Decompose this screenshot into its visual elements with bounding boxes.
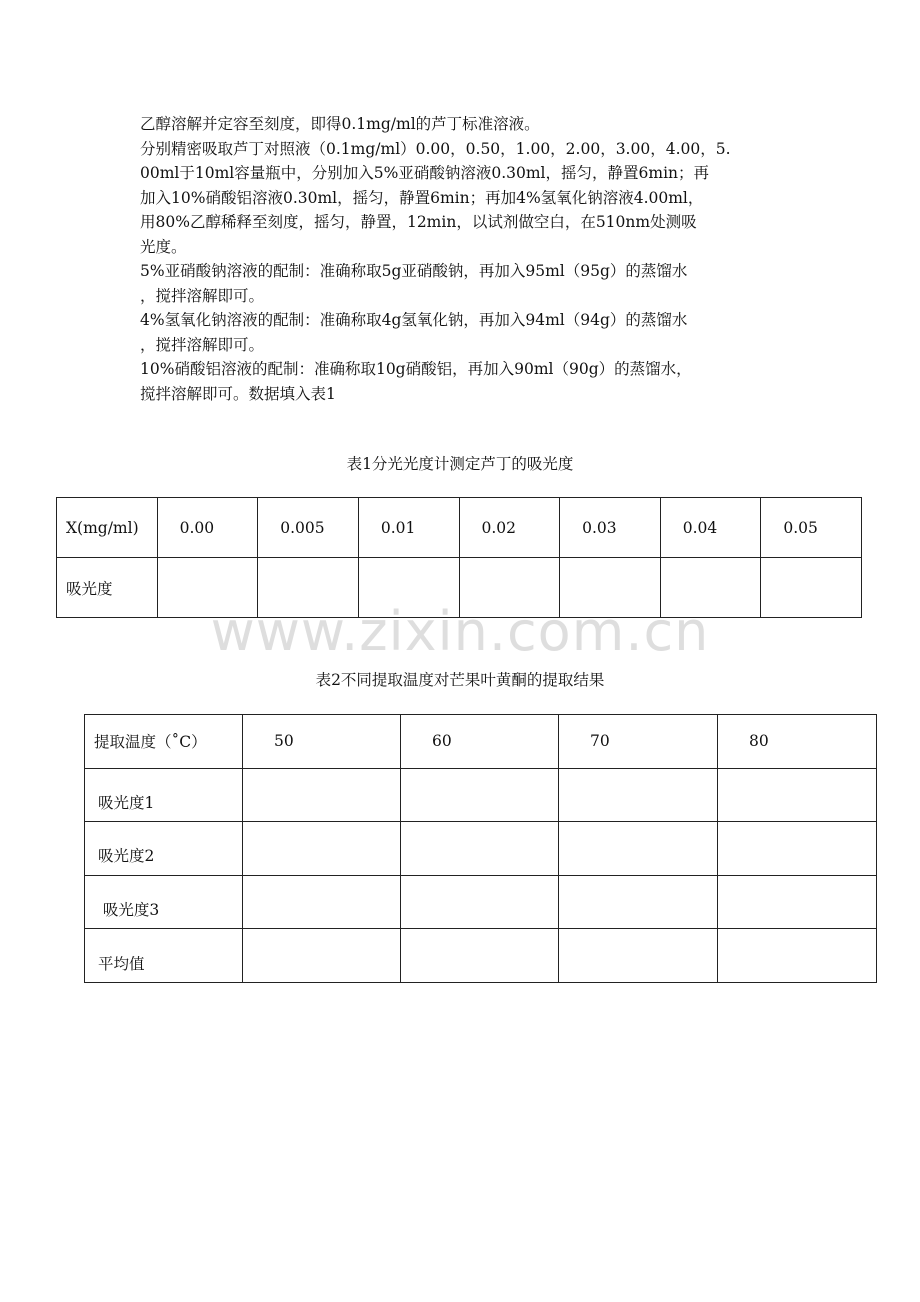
empty-cell xyxy=(401,768,559,822)
table-cell: 0.005 xyxy=(258,498,359,558)
table-row xyxy=(85,875,877,929)
paragraph-line: 光度。 xyxy=(140,237,187,256)
table-cell: 60 xyxy=(401,715,559,769)
paragraph-line: 10%硝酸铝溶液的配制：准确称取10g硝酸铝，再加入90ml（90g）的蒸馏水， xyxy=(140,360,692,378)
table-row xyxy=(85,768,877,822)
paragraph-line: 分别精密吸取芦丁对照液（0.1mg/ml）0.00，0.50，1.00，2.00，3.00，4.00，5. xyxy=(140,139,731,158)
empty-cell xyxy=(559,875,718,929)
table-header-cell: 提取温度（˚C） xyxy=(85,715,243,769)
paragraph-line: 4%氢氧化钠溶液的配制：准确称取4g氢氧化钠，再加入94ml（94g）的蒸馏水 xyxy=(140,311,688,329)
table-cell: 0.01 xyxy=(358,498,459,558)
paragraph-line: ，搅拌溶解即可。 xyxy=(140,335,265,354)
empty-cell xyxy=(243,768,401,822)
paragraph-line: 00ml于10ml容量瓶中，分别加入5%亚硝酸钠溶液0.30ml，摇匀，静置6min；再 xyxy=(140,164,710,182)
table-row-label: 吸光度 xyxy=(57,558,158,618)
paragraph-line: ，搅拌溶解即可。 xyxy=(140,286,265,305)
table-row xyxy=(85,822,877,876)
table1-caption: 表1分光光度计测定芦丁的吸光度 xyxy=(346,455,574,473)
empty-cell xyxy=(401,875,559,929)
paragraph-line: 加入10%硝酸铝溶液0.30ml，摇匀，静置6min；再加4%氢氧化钠溶液4.00ml， xyxy=(140,188,704,207)
paragraph-line: 搅拌溶解即可。数据填入表1 xyxy=(140,384,336,403)
table-row xyxy=(57,498,862,558)
table-row xyxy=(85,929,877,983)
table-cell: 70 xyxy=(559,715,718,769)
empty-cell xyxy=(718,875,877,929)
empty-cell xyxy=(718,929,877,983)
table-cell: 0.00 xyxy=(157,498,258,558)
watermark: www.zixin.com.cn xyxy=(210,600,710,663)
extraction-table xyxy=(84,714,877,983)
paragraph-line: 5%亚硝酸钠溶液的配制：准确称取5g亚硝酸钠，再加入95ml（95g）的蒸馏水 xyxy=(140,262,688,280)
table2-caption: 表2不同提取温度对芒果叶黄酮的提取结果 xyxy=(315,671,605,689)
empty-cell xyxy=(401,929,559,983)
empty-cell xyxy=(401,822,559,876)
table-cell: 0.03 xyxy=(560,498,661,558)
table-cell: 0.05 xyxy=(761,498,862,558)
table-row xyxy=(85,715,877,769)
paragraph-line: 乙醇溶解并定容至刻度，即得0.1mg/ml的芦丁标准溶液。 xyxy=(140,115,540,133)
empty-cell xyxy=(243,822,401,876)
paragraph-line: 用80%乙醇稀释至刻度，摇匀，静置，12min，以试剂做空白，在510nm处测吸 xyxy=(140,213,697,231)
empty-cell xyxy=(718,768,877,822)
table-cell: 80 xyxy=(718,715,877,769)
table-row-label: 吸光度3 xyxy=(85,875,243,929)
table-header-cell: X(mg/ml) xyxy=(57,498,158,558)
method-text xyxy=(140,112,780,406)
table-cell: 50 xyxy=(243,715,401,769)
empty-cell xyxy=(559,768,718,822)
table-row-label: 吸光度1 xyxy=(85,768,243,822)
empty-cell xyxy=(559,929,718,983)
table-cell: 0.04 xyxy=(660,498,761,558)
empty-cell xyxy=(559,822,718,876)
table-row-label: 平均值 xyxy=(85,929,243,983)
table-row-label: 吸光度2 xyxy=(85,822,243,876)
table-cell: 0.02 xyxy=(459,498,560,558)
empty-cell xyxy=(718,822,877,876)
empty-cell xyxy=(243,929,401,983)
empty-cell xyxy=(243,875,401,929)
